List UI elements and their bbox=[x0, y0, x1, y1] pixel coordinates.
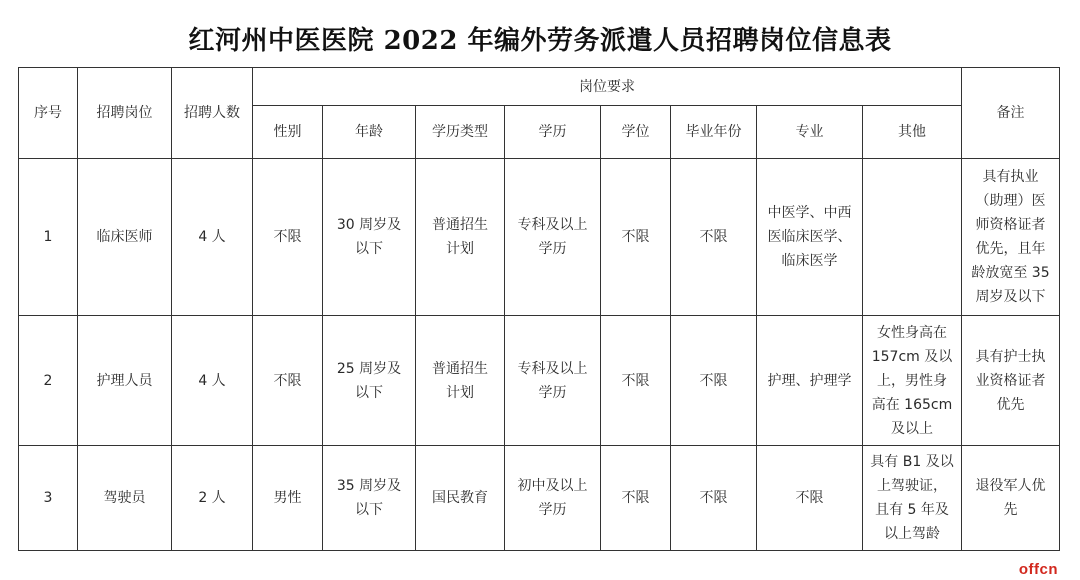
cell-degree: 不限 bbox=[601, 159, 671, 316]
cell-line: 临床医学 bbox=[781, 253, 838, 269]
header-requirements: 岗位要求 bbox=[253, 68, 962, 106]
cell-line: 国民教育 bbox=[432, 490, 488, 506]
cell-grad-year: 不限 bbox=[671, 316, 757, 446]
cell-line: （助理）医 bbox=[975, 193, 1046, 209]
cell-count: 4 人 bbox=[172, 316, 253, 446]
cell-line: 龄放宽至 35 bbox=[971, 265, 1050, 281]
cell-education bbox=[505, 446, 601, 551]
cell-line: 普通招生 bbox=[432, 217, 488, 233]
header-education: 学历 bbox=[505, 106, 601, 159]
cell-education bbox=[505, 316, 601, 446]
cell-line: 普通招生 bbox=[432, 360, 488, 377]
cell-line: 专科及以上 bbox=[517, 360, 588, 377]
cell-degree: 不限 bbox=[601, 446, 671, 551]
cell-major bbox=[757, 159, 863, 316]
header-major: 专业 bbox=[757, 106, 863, 159]
table-row bbox=[19, 159, 1060, 316]
cell-remarks bbox=[962, 159, 1060, 316]
cell-position: 护理人员 bbox=[78, 316, 172, 446]
cell-other bbox=[863, 159, 962, 316]
cell-major bbox=[757, 316, 863, 446]
cell-line: 专科及以上 bbox=[517, 217, 588, 233]
cell-position: 临床医师 bbox=[78, 159, 172, 316]
cell-line: 且有 5 年及 bbox=[875, 502, 949, 518]
cell-line: 高在 165cm bbox=[871, 396, 953, 413]
cell-line: 具有 B1 及以 bbox=[870, 454, 954, 470]
cell-edu-type bbox=[416, 159, 505, 316]
cell-line: 及以上 bbox=[891, 420, 933, 437]
cell-line: 以下 bbox=[355, 502, 383, 518]
cell-line: 女性身高在 bbox=[877, 324, 947, 341]
cell-gender: 不限 bbox=[253, 159, 323, 316]
cell-line: 35 周岁及 bbox=[336, 478, 402, 494]
cell-line: 优先 bbox=[996, 396, 1025, 413]
cell-line: 先 bbox=[1003, 502, 1018, 518]
cell-line: 具有执业 bbox=[982, 169, 1039, 185]
cell-line: 25 周岁及 bbox=[336, 360, 402, 377]
cell-grad-year: 不限 bbox=[671, 446, 757, 551]
cell-line: 学历 bbox=[538, 241, 567, 257]
cell-line: 30 周岁及 bbox=[336, 217, 402, 233]
cell-grad-year: 不限 bbox=[671, 159, 757, 316]
header-age: 年龄 bbox=[323, 106, 416, 159]
cell-line: 计划 bbox=[446, 241, 474, 257]
cell-line: 以上驾龄 bbox=[884, 526, 940, 542]
cell-position: 驾驶员 bbox=[78, 446, 172, 551]
cell-line: 护理、护理学 bbox=[767, 372, 852, 389]
cell-line: 上驾驶证， bbox=[877, 478, 947, 494]
cell-count: 2 人 bbox=[172, 446, 253, 551]
cell-major bbox=[757, 446, 863, 551]
table-row bbox=[19, 446, 1060, 551]
cell-line: 中医学、中西 bbox=[767, 205, 852, 221]
cell-degree: 不限 bbox=[601, 316, 671, 446]
cell-line: 157cm 及以 bbox=[871, 348, 953, 365]
cell-remarks bbox=[962, 446, 1060, 551]
cell-line: 上，男性身 bbox=[877, 372, 947, 389]
header-index: 序号 bbox=[19, 68, 78, 159]
cell-remarks bbox=[962, 316, 1060, 446]
cell-count: 4 人 bbox=[172, 159, 253, 316]
cell-line: 学历 bbox=[538, 502, 567, 518]
cell-line: 学历 bbox=[538, 384, 567, 401]
cell-line: 不限 bbox=[795, 490, 824, 506]
cell-age bbox=[323, 316, 416, 446]
cell-education bbox=[505, 159, 601, 316]
cell-gender: 不限 bbox=[253, 316, 323, 446]
cell-index: 1 bbox=[19, 159, 78, 316]
cell-other bbox=[863, 316, 962, 446]
cell-line: 以下 bbox=[355, 241, 383, 257]
header-count: 招聘人数 bbox=[172, 68, 253, 159]
cell-line: 退役军人优 bbox=[975, 478, 1046, 494]
cell-index: 2 bbox=[19, 316, 78, 446]
cell-line: 周岁及以下 bbox=[975, 289, 1046, 305]
cell-line: 以下 bbox=[355, 384, 383, 401]
job-info-table bbox=[18, 67, 1060, 551]
cell-line: 具有护士执 bbox=[975, 348, 1046, 365]
cell-index: 3 bbox=[19, 446, 78, 551]
cell-edu-type bbox=[416, 316, 505, 446]
cell-line: 医临床医学、 bbox=[767, 229, 852, 245]
header-degree: 学位 bbox=[601, 106, 671, 159]
cell-line: 业资格证者 bbox=[975, 372, 1046, 389]
cell-gender: 男性 bbox=[253, 446, 323, 551]
cell-line: 计划 bbox=[446, 384, 474, 401]
header-grad-year: 毕业年份 bbox=[671, 106, 757, 159]
cell-line: 优先，且年 bbox=[975, 241, 1046, 257]
header-edu-type: 学历类型 bbox=[416, 106, 505, 159]
table-row bbox=[19, 316, 1060, 446]
header-remarks: 备注 bbox=[962, 68, 1060, 159]
header-position: 招聘岗位 bbox=[78, 68, 172, 159]
cell-edu-type bbox=[416, 446, 505, 551]
page-title: 红河州中医医院 2022 年编外劳务派遣人员招聘岗位信息表 bbox=[188, 26, 892, 56]
cell-line: 初中及以上 bbox=[517, 478, 588, 494]
offcn-watermark-logo: offcn bbox=[1018, 561, 1058, 578]
cell-other bbox=[863, 446, 962, 551]
header-gender: 性别 bbox=[253, 106, 323, 159]
cell-age bbox=[323, 446, 416, 551]
cell-line: 师资格证者 bbox=[975, 217, 1046, 233]
header-other: 其他 bbox=[863, 106, 962, 159]
cell-age bbox=[323, 159, 416, 316]
